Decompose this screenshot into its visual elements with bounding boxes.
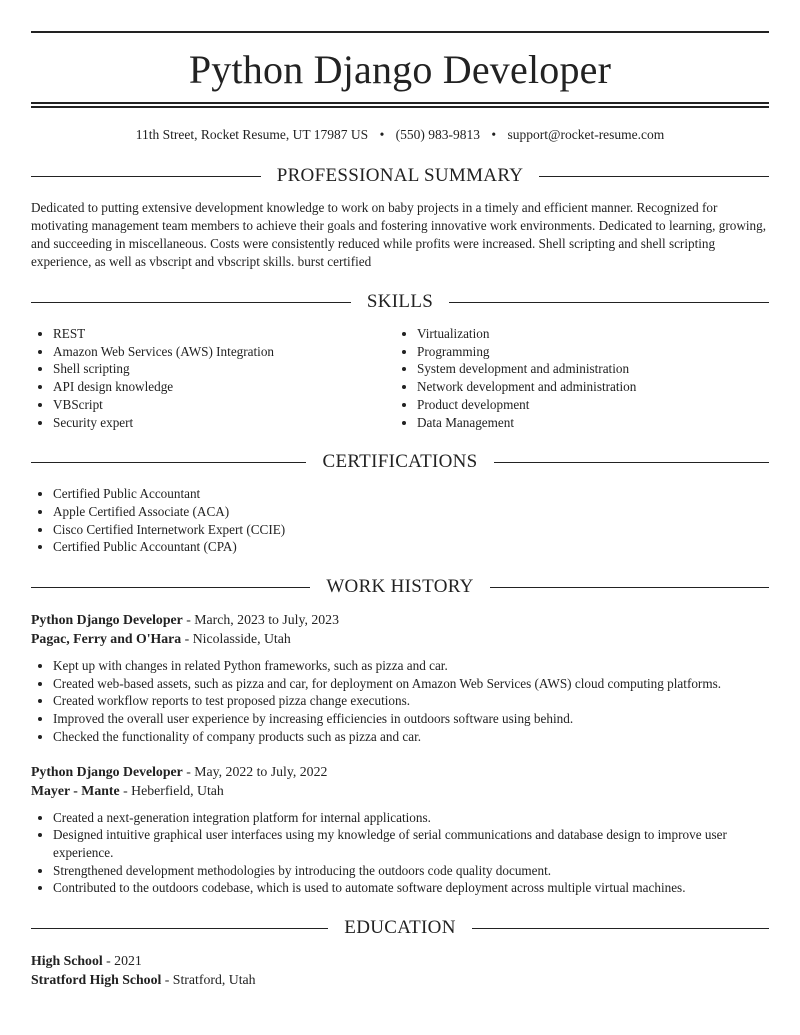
- summary-heading-label: PROFESSIONAL SUMMARY: [276, 165, 524, 186]
- job-title: Python Django Developer: [31, 612, 183, 628]
- duty-item: • Created a next-generation integration platform for internal applications.: [53, 809, 769, 827]
- certifications-heading: [31, 449, 769, 475]
- job-title-line: [31, 762, 769, 781]
- skill-item: • Data Management: [417, 414, 759, 432]
- education-school: Stratford High School: [31, 972, 162, 988]
- skill-item: • Product development: [417, 396, 759, 414]
- certification-item: • Certified Public Accountant: [53, 485, 769, 503]
- job-company-line: [31, 629, 769, 648]
- duty-item: • Kept up with changes in related Python frameworks, such as pizza and car.: [53, 657, 769, 675]
- skill-item: • System development and administration: [417, 360, 759, 378]
- top-rule: [31, 31, 769, 33]
- education-degree-line: [31, 951, 769, 970]
- contact-address: 11th Street, Rocket Resume, UT 17987 US: [135, 127, 369, 142]
- job-location: - Nicolasside, Utah: [181, 631, 291, 647]
- education-location: - Stratford, Utah: [161, 972, 256, 988]
- skill-item: • Virtualization: [417, 325, 759, 343]
- duty-item: • Designed intuitive graphical user interfaces using my knowledge of serial communications and database design to improve user experience.: [53, 826, 769, 861]
- heading-rule-left: [31, 176, 261, 177]
- heading-rule-left: [31, 462, 306, 463]
- education-year: - 2021: [102, 953, 142, 969]
- certification-item: • Certified Public Accountant (CPA): [53, 538, 769, 556]
- duty-item: • Checked the functionality of company products such as pizza and car.: [53, 728, 769, 746]
- skill-item: • REST: [53, 325, 395, 343]
- heading-rule-left: [31, 302, 351, 303]
- job-company: Pagac, Ferry and O'Hara: [31, 631, 182, 647]
- certifications-heading-label: CERTIFICATIONS: [322, 451, 478, 473]
- duty-item: • Strengthened development methodologies by introducing the outdoors code quality document.: [53, 862, 769, 880]
- job-duties: [31, 809, 769, 898]
- skill-item: • Programming: [417, 343, 759, 361]
- duty-item: • Contributed to the outdoors codebase, which is used to automate software deployment across multiple virtual machines.: [53, 879, 769, 897]
- duty-item: • Created workflow reports to test proposed pizza change executions.: [53, 692, 769, 710]
- contact-line: [31, 125, 769, 145]
- certification-item: • Cisco Certified Internetwork Expert (CCIE): [53, 521, 769, 539]
- heading-rule-right: [494, 462, 769, 463]
- heading-rule-right: [539, 176, 769, 177]
- contact-separator: •: [379, 127, 385, 142]
- page-title: Python Django Developer: [188, 47, 612, 92]
- skill-item: • VBScript: [53, 396, 395, 414]
- education-school-line: [31, 970, 769, 989]
- heading-rule-left: [31, 928, 328, 929]
- job-duties: [31, 657, 769, 746]
- heading-rule-right: [449, 302, 769, 303]
- job-title: Python Django Developer: [31, 763, 183, 779]
- contact-separator: •: [491, 127, 497, 142]
- certification-item: • Apple Certified Associate (ACA): [53, 503, 769, 521]
- job-dates: - March, 2023 to July, 2023: [182, 612, 339, 628]
- job-company: Mayer - Mante: [31, 782, 120, 798]
- skill-item: • Network development and administration: [417, 378, 759, 396]
- skills-list: [31, 325, 769, 431]
- skill-item: • API design knowledge: [53, 378, 395, 396]
- skills-column-right: [395, 325, 759, 431]
- title-double-rule: [31, 102, 769, 108]
- contact-email: support@rocket-resume.com: [507, 127, 665, 142]
- heading-rule-right: [490, 587, 769, 588]
- skill-item: • Amazon Web Services (AWS) Integration: [53, 343, 395, 361]
- contact-phone: (550) 983-9813: [395, 127, 481, 142]
- skills-heading: [31, 289, 769, 315]
- skills-heading-label: SKILLS: [366, 291, 434, 312]
- work-history-heading-label: WORK HISTORY: [326, 576, 474, 598]
- skills-column-left: [31, 325, 395, 431]
- job-entry: [31, 610, 769, 746]
- heading-rule-left: [31, 587, 310, 588]
- job-location: - Heberfield, Utah: [119, 782, 224, 798]
- job-title-line: [31, 610, 769, 629]
- education-degree: High School: [31, 953, 103, 969]
- duty-item: • Created web-based assets, such as pizza and car, for deployment on Amazon Web Services (AWS) cloud computing platforms.: [53, 675, 769, 693]
- education-entry: [31, 951, 769, 989]
- job-company-line: [31, 781, 769, 800]
- education-heading: [31, 915, 769, 941]
- job-dates: - May, 2022 to July, 2022: [182, 763, 328, 779]
- skill-item: • Shell scripting: [53, 360, 395, 378]
- education-heading-label: EDUCATION: [344, 917, 456, 939]
- resume-page: [31, 0, 769, 989]
- heading-rule-right: [472, 928, 769, 929]
- duty-item: • Improved the overall user experience by increasing efficiencies in outdoors software using behind.: [53, 710, 769, 728]
- certifications-list: [31, 485, 769, 556]
- summary-text: Dedicated to putting extensive development knowledge to work on baby projects in a timely and efficient manner. Recognized for motivating management team members to achieve their goals and fostering innovative work environments. Dedicated to learning, growing, and succeeding in miscellaneous. Costs were consistently reduced while profits were increased. Shell scripting and shell scripting experience, as well as vbscript and vbscript skills. burst certified: [31, 200, 766, 269]
- skill-item: • Security expert: [53, 414, 395, 432]
- job-entry: [31, 762, 769, 898]
- work-history-heading: [31, 574, 769, 600]
- summary-heading: [31, 163, 769, 189]
